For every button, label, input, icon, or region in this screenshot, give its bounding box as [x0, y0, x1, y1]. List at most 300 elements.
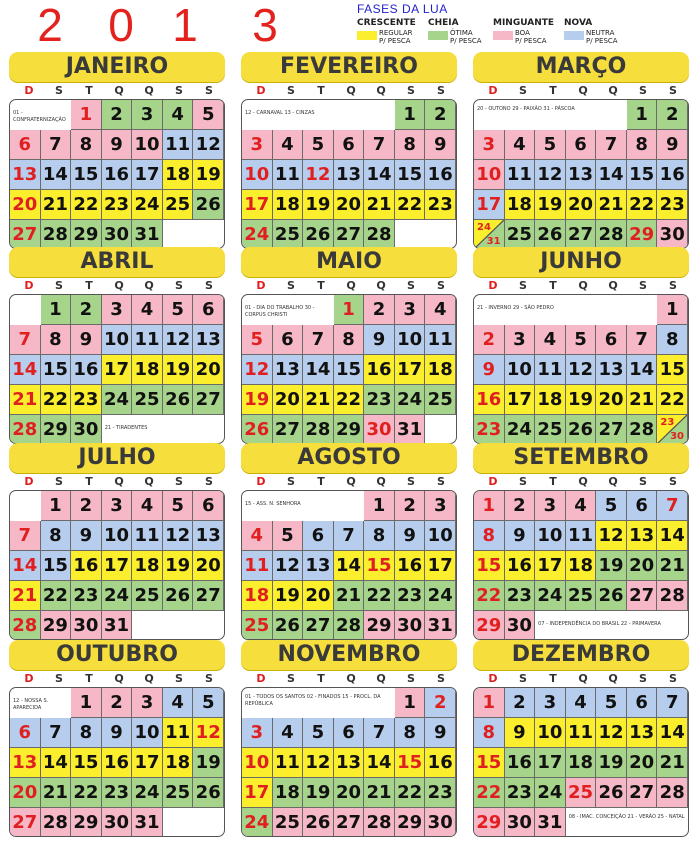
day-cell: 25: [273, 220, 304, 249]
weekday-header: T: [549, 84, 557, 97]
day-cell: 29: [71, 808, 102, 837]
day-cell: 23: [505, 778, 536, 808]
weekday-header: Q: [376, 279, 386, 292]
holiday-notes: 08 - IMAC. CONCEIÇÃO 21 - VERÃO 25 - NATAL: [568, 814, 685, 820]
day-cell: 4: [425, 295, 456, 325]
day-cell: 17: [242, 190, 273, 220]
day-cell: 25: [566, 581, 597, 611]
weekday-header: Q: [144, 279, 154, 292]
day-cell: 15: [41, 355, 72, 385]
day-cell: 5: [303, 718, 334, 748]
weekday-header: S: [205, 279, 213, 292]
day-cell: 25: [273, 808, 304, 837]
weekday-header: T: [549, 279, 557, 292]
day-cell: 12: [193, 130, 224, 160]
weekday-header: Q: [144, 475, 154, 488]
day-cell: 11: [163, 718, 194, 748]
day-cell: 19: [303, 778, 334, 808]
day-cell: 6: [596, 325, 627, 355]
weekday-header: D: [488, 84, 498, 97]
day-cell: 24: [132, 190, 163, 220]
day-cell: 18: [535, 385, 566, 415]
day-cell: 24: [505, 415, 536, 444]
day-cell: 26: [596, 581, 627, 611]
day-cell: 19: [193, 748, 224, 778]
day-cell: 26: [163, 581, 194, 611]
day-cell: 4: [566, 688, 597, 718]
day-cell: 1: [364, 491, 395, 521]
day-cell: 2: [505, 688, 536, 718]
day-cell: 11: [566, 521, 597, 551]
weekday-header: Q: [608, 672, 618, 685]
day-cell: 5: [163, 295, 194, 325]
day-cell: 21: [657, 551, 688, 581]
day-cell: 11: [566, 718, 597, 748]
day-cell: 8: [71, 130, 102, 160]
day-cell: 5: [303, 130, 334, 160]
weekday-header: S: [175, 672, 183, 685]
weekday-header: D: [488, 475, 498, 488]
day-cell: 16: [474, 385, 505, 415]
day-cell: 3: [242, 130, 273, 160]
day-cell: 18: [163, 748, 194, 778]
weekday-header: S: [407, 475, 415, 488]
day-cell: 25: [505, 220, 536, 249]
day-cell: 30: [102, 808, 133, 837]
day-cell: 12: [566, 355, 597, 385]
holiday-notes: 12 - CARNAVAL 13 - CINZAS: [245, 110, 315, 116]
day-cell: 11: [273, 160, 304, 190]
legend-title: FASES DA LUA: [357, 2, 448, 16]
weekday-header: S: [519, 279, 527, 292]
day-cell: 18: [505, 190, 536, 220]
year-digit: 3: [252, 0, 278, 51]
day-cell: 17: [535, 551, 566, 581]
day-cell: 2: [425, 688, 456, 718]
day-cell: 3: [505, 325, 536, 355]
day-cell: 13: [596, 355, 627, 385]
day-cell: 1: [395, 100, 426, 130]
day-cell: 8: [364, 521, 395, 551]
day-cell: 21: [303, 385, 334, 415]
day-cell: 28: [10, 611, 41, 640]
day-cell: 3: [132, 688, 163, 718]
legend-item: [564, 18, 642, 50]
day-cell: 20: [193, 551, 224, 581]
day-cell: 17: [242, 778, 273, 808]
day-cell: 30: [364, 415, 395, 444]
day-cell: 14: [364, 160, 395, 190]
day-cell: 14: [41, 748, 72, 778]
day-cell: 6: [334, 130, 365, 160]
day-cell: 18: [566, 551, 597, 581]
day-cell: 11: [132, 521, 163, 551]
day-number: 23: [660, 417, 675, 428]
day-cell: 26: [596, 778, 627, 808]
day-cell: 12: [273, 551, 304, 581]
day-cell: 30: [425, 808, 456, 837]
day-cell: 20: [596, 385, 627, 415]
day-cell: 7: [41, 718, 72, 748]
day-cell: 18: [132, 551, 163, 581]
day-cell: 11: [163, 130, 194, 160]
day-cell: 30: [71, 611, 102, 640]
day-cell: 18: [273, 190, 304, 220]
month-name: JANEIRO: [9, 52, 225, 82]
weekday-header: T: [549, 475, 557, 488]
day-cell: 29: [41, 611, 72, 640]
day-grid: [241, 687, 457, 837]
day-cell: 15: [627, 160, 658, 190]
day-cell: 3: [535, 688, 566, 718]
weekday-header: S: [669, 84, 677, 97]
month-name: MAIO: [241, 247, 457, 277]
day-cell: 23: [395, 581, 426, 611]
holiday-notes: 01 - TODOS OS SANTOS 02 - FINADOS 15 - PROCL. DA REPÚBLICA: [245, 694, 381, 707]
weekday-header: Q: [114, 279, 124, 292]
holiday-notes: 21 - TIRADENTES: [104, 425, 148, 431]
month-julho: [9, 443, 225, 640]
legend-description: REGULAR P/ PESCA: [379, 29, 413, 45]
day-grid: [9, 687, 225, 837]
weekday-header: S: [407, 84, 415, 97]
day-cell: 29: [334, 415, 365, 444]
day-cell: 6: [193, 491, 224, 521]
day-cell: 16: [657, 160, 688, 190]
day-cell: 3: [132, 100, 163, 130]
weekday-header: S: [437, 279, 445, 292]
day-cell: 3: [474, 130, 505, 160]
legend-item: [357, 18, 435, 50]
day-cell: 26: [303, 220, 334, 249]
weekday-header: Q: [144, 672, 154, 685]
day-cell: 2: [395, 491, 426, 521]
day-cell: 31: [425, 611, 456, 640]
day-cell: 24: [242, 808, 273, 837]
day-cell: 2: [71, 491, 102, 521]
month-fevereiro: [241, 52, 457, 249]
month-name: SETEMBRO: [473, 443, 689, 473]
day-cell: 27: [273, 415, 304, 444]
day-cell: 4: [163, 100, 194, 130]
weekday-header: S: [437, 475, 445, 488]
day-cell: 26: [303, 808, 334, 837]
day-cell: 10: [505, 355, 536, 385]
weekday-header: D: [24, 279, 34, 292]
day-cell: 27: [334, 808, 365, 837]
day-cell: 4: [505, 130, 536, 160]
weekday-header: Q: [114, 672, 124, 685]
day-cell: 22: [627, 190, 658, 220]
holiday-notes: 15 - ASS. N. SENHORA: [245, 501, 301, 507]
day-cell: 9: [71, 325, 102, 355]
month-name: OUTUBRO: [9, 640, 225, 670]
legend-description: BOA P/ PESCA: [515, 29, 547, 45]
weekday-header: T: [85, 279, 93, 292]
weekday-header: S: [205, 84, 213, 97]
weekday-header: Q: [114, 475, 124, 488]
weekday-header: T: [317, 84, 325, 97]
day-cell: 23: [102, 190, 133, 220]
day-cell: 1: [474, 491, 505, 521]
day-cell: 14: [334, 551, 365, 581]
day-cell: 19: [566, 385, 597, 415]
day-cell: 16: [364, 355, 395, 385]
day-cell: 20: [303, 581, 334, 611]
day-cell: 11: [273, 748, 304, 778]
day-cell: 21: [41, 778, 72, 808]
day-cell: 28: [657, 778, 688, 808]
day-cell: 21: [657, 748, 688, 778]
weekday-header: S: [55, 475, 63, 488]
weekday-header: T: [317, 279, 325, 292]
day-cell: 17: [132, 748, 163, 778]
day-cell: 4: [566, 491, 597, 521]
legend-description: NEUTRA P/ PESCA: [586, 29, 618, 45]
day-cell: 27: [596, 415, 627, 444]
day-cell: 21: [10, 581, 41, 611]
day-cell: 31: [102, 611, 133, 640]
weekday-header: S: [55, 672, 63, 685]
legend-swatch: [564, 31, 584, 40]
day-cell: 25: [566, 778, 597, 808]
day-cell: 9: [364, 325, 395, 355]
day-cell: 17: [474, 190, 505, 220]
weekday-header: T: [85, 672, 93, 685]
day-cell: 15: [657, 355, 688, 385]
day-cell: 28: [627, 415, 658, 444]
day-cell: 23: [102, 778, 133, 808]
day-cell: 23: [71, 581, 102, 611]
day-cell: 9: [505, 521, 536, 551]
day-cell: 1: [334, 295, 365, 325]
moon-phase-legend: [357, 2, 697, 50]
day-cell: 12: [163, 325, 194, 355]
day-cell: 20: [566, 190, 597, 220]
weekday-header: T: [317, 475, 325, 488]
holiday-notes: 01 - DIA DO TRABALHO 30 - CORPUS CHRISTI: [245, 305, 315, 318]
month-abril: [9, 247, 225, 444]
legend-swatch: [428, 31, 448, 40]
weekday-header: T: [549, 672, 557, 685]
day-cell: 19: [163, 551, 194, 581]
day-cell: 15: [71, 160, 102, 190]
weekday-header: Q: [578, 84, 588, 97]
day-cell: 22: [71, 190, 102, 220]
day-cell: 27: [334, 220, 365, 249]
day-cell: 19: [535, 190, 566, 220]
weekday-header: S: [287, 84, 295, 97]
weekday-header: Q: [346, 475, 356, 488]
weekday-header: Q: [114, 84, 124, 97]
day-cell: 26: [193, 190, 224, 220]
day-cell: 12: [163, 521, 194, 551]
day-cell: 21: [10, 385, 41, 415]
day-cell: 6: [334, 718, 365, 748]
day-cell: 21: [364, 778, 395, 808]
day-cell: 6: [10, 130, 41, 160]
day-cell: 7: [303, 325, 334, 355]
legend-swatch: [357, 31, 377, 40]
day-cell: 6: [627, 688, 658, 718]
day-cell: 5: [566, 325, 597, 355]
day-cell: 10: [395, 325, 426, 355]
month-name: DEZEMBRO: [473, 640, 689, 670]
day-cell: 28: [364, 808, 395, 837]
day-cell: 24: [102, 385, 133, 415]
weekday-header: Q: [376, 475, 386, 488]
day-cell: 25: [163, 190, 194, 220]
day-cell: 16: [505, 551, 536, 581]
day-cell: 5: [596, 491, 627, 521]
day-cell: 15: [395, 748, 426, 778]
day-cell: 24: [395, 385, 426, 415]
weekday-header: S: [519, 475, 527, 488]
day-cell: 3: [425, 491, 456, 521]
weekday-header: S: [287, 475, 295, 488]
day-cell: 25: [132, 581, 163, 611]
weekday-header: D: [488, 672, 498, 685]
day-cell: 1: [627, 100, 658, 130]
day-cell: 14: [657, 718, 688, 748]
day-cell: 8: [474, 521, 505, 551]
day-grid: [241, 490, 457, 640]
day-cell: 17: [102, 551, 133, 581]
day-cell: 20: [10, 190, 41, 220]
weekday-header: S: [437, 84, 445, 97]
day-cell: 8: [657, 325, 688, 355]
day-cell: 5: [193, 688, 224, 718]
weekday-header: S: [639, 279, 647, 292]
weekday-header: Q: [608, 84, 618, 97]
day-cell: 10: [102, 521, 133, 551]
day-cell: 13: [10, 748, 41, 778]
month-name: AGOSTO: [241, 443, 457, 473]
day-cell: 2: [102, 688, 133, 718]
day-cell: 25: [242, 611, 273, 640]
day-cell: 15: [41, 551, 72, 581]
day-cell: 4: [132, 295, 163, 325]
day-cell: 23: [364, 385, 395, 415]
day-cell: 28: [334, 611, 365, 640]
day-cell: 31: [132, 220, 163, 249]
weekday-header: S: [287, 672, 295, 685]
day-cell: 9: [657, 130, 688, 160]
day-cell: 18: [273, 778, 304, 808]
day-cell: 25: [535, 415, 566, 444]
day-cell: 6: [566, 130, 597, 160]
day-cell: 8: [627, 130, 658, 160]
day-cell: 17: [425, 551, 456, 581]
day-cell: 18: [132, 355, 163, 385]
weekday-header: T: [85, 475, 93, 488]
day-cell: 18: [566, 748, 597, 778]
day-cell: 10: [102, 325, 133, 355]
month-agosto: [241, 443, 457, 640]
weekday-header: D: [488, 279, 498, 292]
day-cell: 3: [395, 295, 426, 325]
weekday-header: S: [175, 84, 183, 97]
day-cell: 12: [535, 160, 566, 190]
day-cell: 28: [596, 220, 627, 249]
day-cell: 17: [132, 160, 163, 190]
day-cell: 5: [273, 521, 304, 551]
day-cell: 17: [395, 355, 426, 385]
holiday-notes: 20 - OUTONO 29 - PAIXÃO 31 - PÁSCOA: [477, 106, 575, 112]
day-cell: 28: [41, 220, 72, 249]
day-cell: 20: [10, 778, 41, 808]
month-name: ABRIL: [9, 247, 225, 277]
day-cell: 11: [425, 325, 456, 355]
month-name: FEVEREIRO: [241, 52, 457, 82]
day-number: 24: [477, 222, 491, 233]
day-cell: 29: [41, 415, 72, 444]
day-cell: 18: [425, 355, 456, 385]
day-cell: 8: [41, 521, 72, 551]
year-digit: 0: [108, 0, 134, 51]
day-cell: 12: [242, 355, 273, 385]
day-cell: 19: [303, 190, 334, 220]
weekday-header: S: [55, 84, 63, 97]
day-cell: 30: [657, 220, 688, 249]
day-cell: 22: [41, 385, 72, 415]
day-grid: [9, 99, 225, 249]
day-cell: 13: [193, 325, 224, 355]
day-cell: 13: [10, 160, 41, 190]
day-cell: 18: [163, 160, 194, 190]
day-cell: 2: [474, 325, 505, 355]
day-cell: 11: [505, 160, 536, 190]
day-cell: 2: [505, 491, 536, 521]
day-cell: 10: [535, 718, 566, 748]
day-cell: 16: [395, 551, 426, 581]
day-cell: 6: [273, 325, 304, 355]
day-cell: 28: [10, 415, 41, 444]
day-cell: 19: [163, 355, 194, 385]
day-cell: 2: [364, 295, 395, 325]
weekday-header: Q: [578, 672, 588, 685]
day-cell: 20: [627, 748, 658, 778]
day-cell: 9: [474, 355, 505, 385]
weekday-header: S: [519, 84, 527, 97]
day-cell: 4: [132, 491, 163, 521]
month-name: JUNHO: [473, 247, 689, 277]
day-cell: 13: [334, 748, 365, 778]
day-cell: 10: [242, 160, 273, 190]
day-cell: 1: [71, 100, 102, 130]
day-cell: 14: [10, 355, 41, 385]
day-cell: 17: [535, 748, 566, 778]
day-cell: 27: [627, 581, 658, 611]
month-name: NOVEMBRO: [241, 640, 457, 670]
day-cell: 27: [10, 220, 41, 249]
day-cell: 14: [596, 160, 627, 190]
month-janeiro: [9, 52, 225, 249]
day-cell: 10: [535, 521, 566, 551]
day-cell: 6: [627, 491, 658, 521]
day-cell: 2: [102, 100, 133, 130]
day-cell: 29: [364, 611, 395, 640]
day-cell: 11: [535, 355, 566, 385]
day-cell: 31: [535, 808, 566, 837]
day-cell: 14: [41, 160, 72, 190]
day-cell: 23: [425, 190, 456, 220]
day-cell: 11: [132, 325, 163, 355]
holiday-notes: 12 - NOSSA S. APARECIDA: [13, 698, 49, 711]
day-cell: 22: [334, 385, 365, 415]
day-cell: 14: [657, 521, 688, 551]
day-cell: 10: [242, 748, 273, 778]
